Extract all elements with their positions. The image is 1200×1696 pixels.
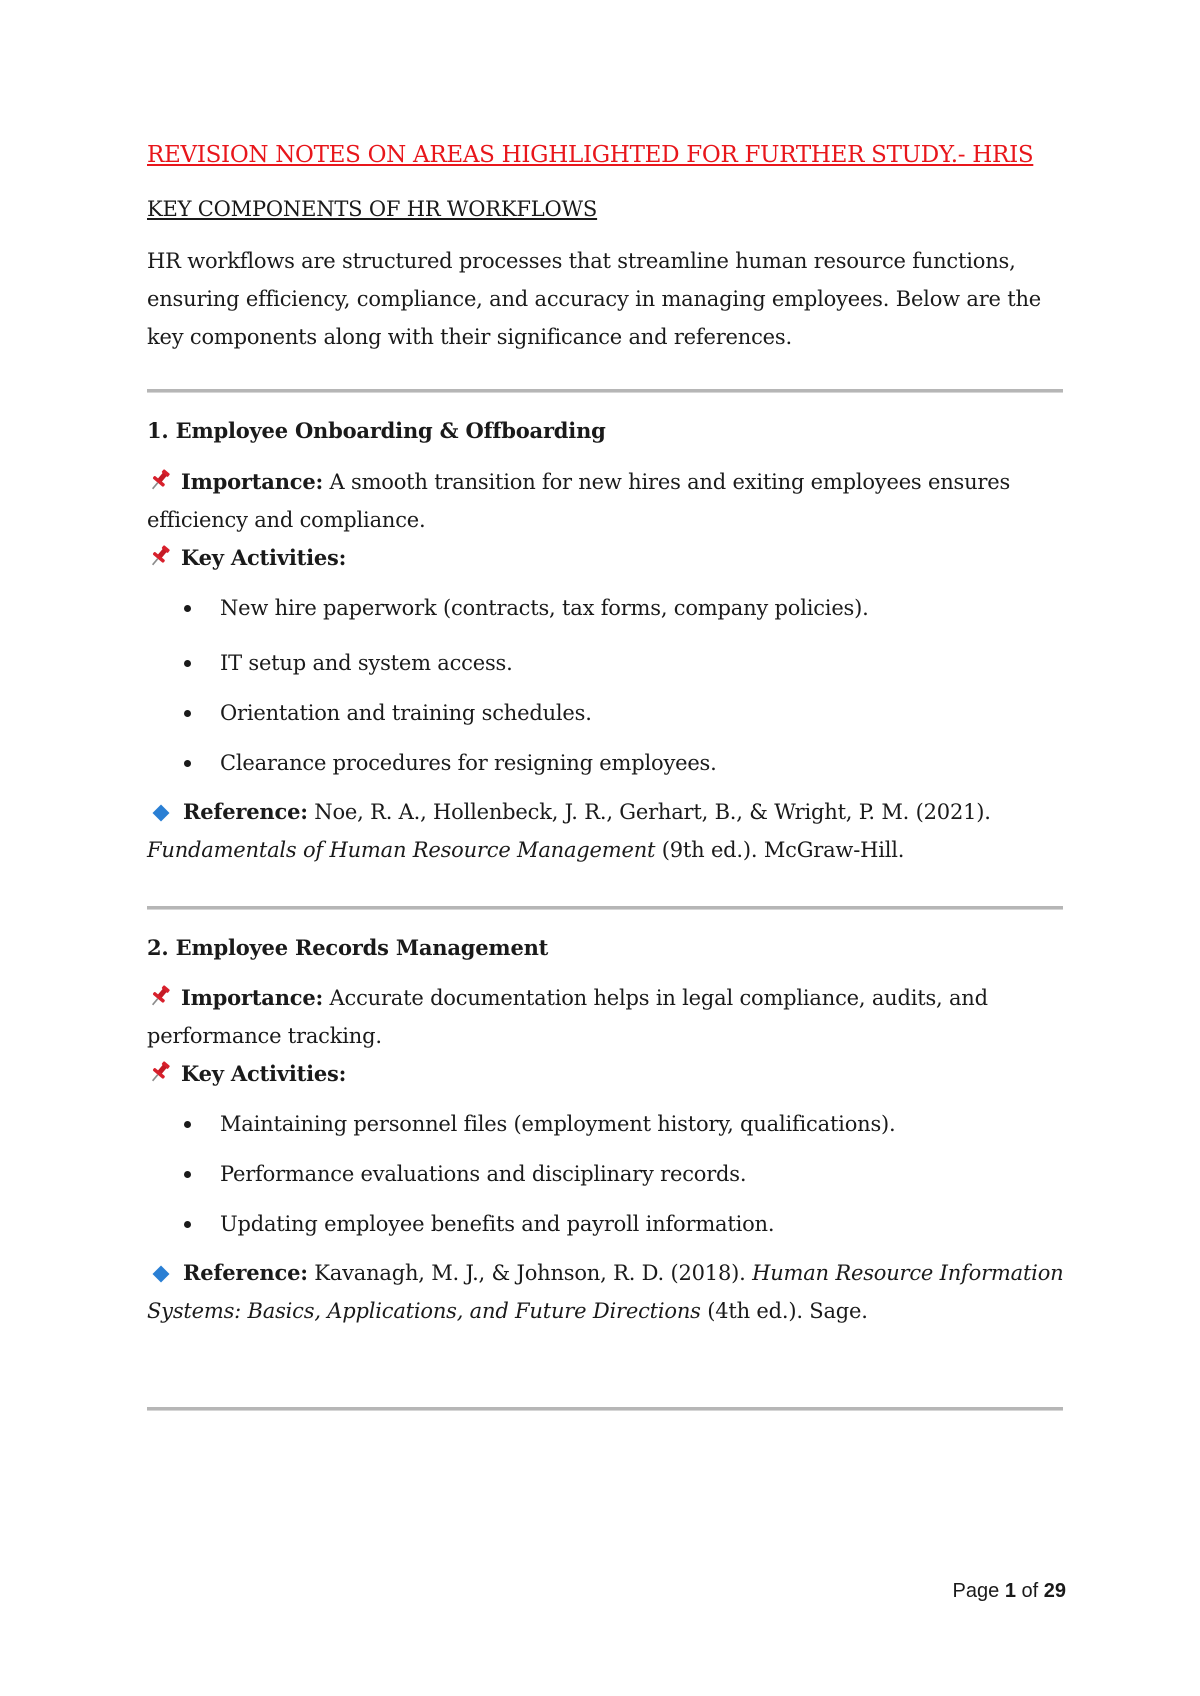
activities-heading	[147, 1059, 1067, 1089]
section-heading: 2. Employee Records Management	[147, 935, 549, 960]
list-item: Performance evaluations and disciplinary records.	[147, 1159, 1067, 1189]
reference-label: Reference:	[183, 1260, 308, 1285]
reference-paragraph: Reference: Kavanagh, M. J., & Johnson, R. D. (2018). Human Resource Information Systems: Basics, Applications, and Future Directions (4th ed.). Sage.	[147, 1260, 1064, 1323]
section-onboarding	[147, 416, 1067, 869]
reference-book-title: Fundamentals of Human Resource Management	[147, 838, 656, 862]
importance-label: Importance:	[181, 985, 324, 1010]
document-subtitle: KEY COMPONENTS OF HR WORKFLOWS	[147, 197, 598, 221]
reference-book-title: Human Resource Information Systems: Basics, Applications, and Future Directions	[147, 1261, 1064, 1323]
diamond-icon	[153, 1265, 170, 1282]
bullet-icon	[184, 605, 191, 612]
list-item: Clearance procedures for resigning employees.	[147, 748, 1067, 778]
horizontal-rule	[147, 1407, 1063, 1411]
list-item: IT setup and system access.	[147, 648, 1067, 678]
page-number-footer	[953, 1580, 1066, 1603]
bullet-icon	[184, 1121, 191, 1128]
diamond-icon	[153, 804, 170, 821]
document-title: REVISION NOTES ON AREAS HIGHLIGHTED FOR FURTHER STUDY.- HRIS	[147, 142, 1034, 168]
importance-text: A smooth transition for new hires and exiting employees ensures efficiency and compliance.	[147, 470, 1011, 532]
horizontal-rule	[147, 389, 1063, 393]
importance-text: Accurate documentation helps in legal compliance, audits, and performance tracking.	[147, 986, 988, 1048]
bullet-icon	[184, 1221, 191, 1228]
total-pages-number: 29	[1043, 1580, 1066, 1602]
pushpin-icon	[147, 983, 173, 1009]
current-page-number: 1	[1004, 1580, 1016, 1602]
importance-paragraph	[147, 463, 1067, 539]
activities-list	[147, 1109, 1067, 1239]
page-word: Page	[952, 1580, 1000, 1602]
pushpin-icon	[147, 467, 173, 493]
list-item: New hire paperwork (contracts, tax forms, company policies).	[147, 593, 1067, 623]
horizontal-rule	[147, 906, 1063, 910]
bullet-icon	[184, 1171, 191, 1178]
of-word: of	[1021, 1580, 1039, 1602]
section-heading: 1. Employee Onboarding & Offboarding	[147, 418, 606, 443]
importance-label: Importance:	[181, 469, 324, 494]
activities-label: Key Activities:	[181, 1061, 347, 1086]
list-item: Orientation and training schedules.	[147, 698, 1067, 728]
reference-label: Reference:	[183, 799, 308, 824]
activities-label: Key Activities:	[181, 545, 347, 570]
bullet-icon	[184, 660, 191, 667]
list-item: Updating employee benefits and payroll information.	[147, 1209, 1067, 1239]
pushpin-icon	[147, 543, 173, 569]
bullet-icon	[184, 710, 191, 717]
bullet-icon	[184, 760, 191, 767]
section-records	[147, 933, 1067, 1330]
reference-paragraph: Reference: Noe, R. A., Hollenbeck, J. R., Gerhart, B., & Wright, P. M. (2021). Fundamentals of Human Resource Management (9th ed.). McGraw-Hill.	[147, 799, 991, 862]
activities-list	[147, 593, 1067, 778]
document-page	[147, 140, 1067, 1411]
pushpin-icon	[147, 1059, 173, 1085]
activities-heading	[147, 543, 1067, 573]
importance-paragraph	[147, 979, 1067, 1055]
list-item: Maintaining personnel files (employment history, qualifications).	[147, 1109, 1067, 1139]
intro-paragraph: HR workflows are structured processes that streamline human resource functions, ensuring efficiency, compliance, and accuracy in managing employees. Below are the key components along with their significance and references.	[147, 249, 1042, 349]
